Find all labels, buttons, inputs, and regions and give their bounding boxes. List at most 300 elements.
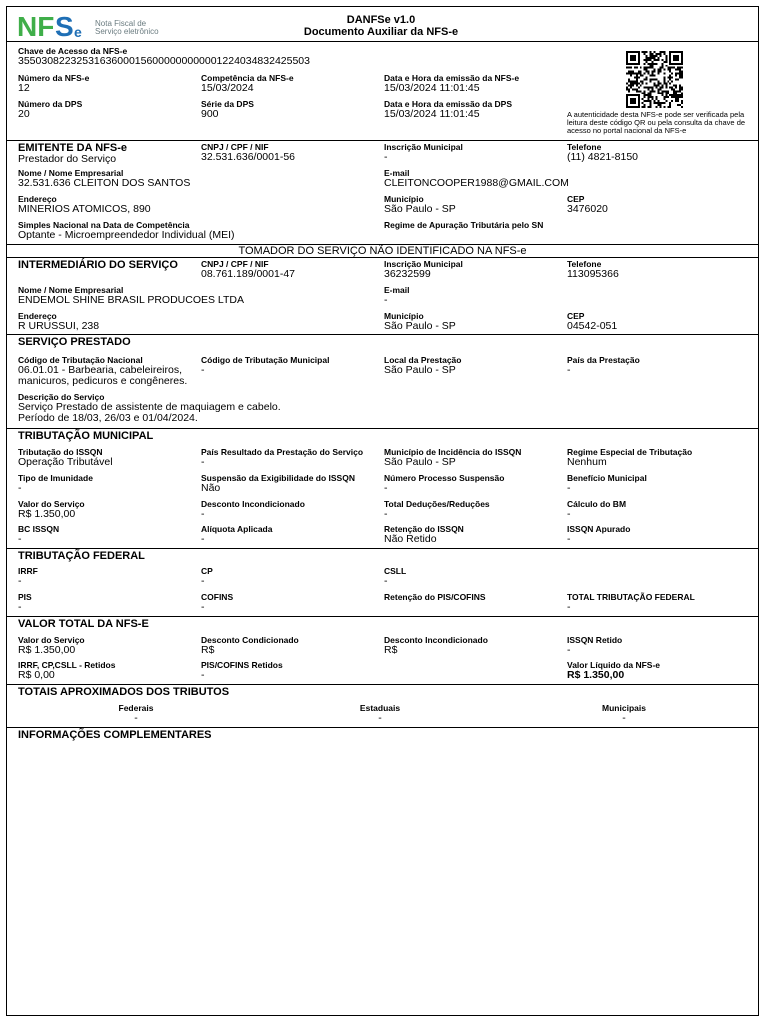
vt-dcond-value: R$ bbox=[201, 644, 215, 656]
qr-module bbox=[665, 61, 667, 63]
qr-module bbox=[675, 90, 677, 92]
qr-module bbox=[681, 106, 683, 108]
qr-module bbox=[681, 77, 683, 79]
intermediario-header bbox=[18, 259, 178, 271]
qr-module bbox=[669, 94, 671, 96]
qr-module bbox=[650, 55, 652, 57]
qr-module bbox=[650, 104, 652, 106]
qr-module bbox=[669, 104, 671, 106]
qr-module bbox=[650, 59, 652, 61]
qr-module bbox=[650, 96, 652, 98]
qr-module bbox=[650, 57, 652, 59]
qr-module bbox=[667, 96, 669, 98]
qr-module bbox=[667, 90, 669, 92]
qr-module bbox=[650, 90, 652, 92]
totais-fed-label: Federais bbox=[118, 703, 154, 713]
emitente-cep-value: 3476020 bbox=[567, 203, 608, 215]
vt-pis-value: - bbox=[201, 669, 205, 681]
qr-module bbox=[634, 77, 636, 79]
totais-federais bbox=[36, 703, 236, 724]
qr-module bbox=[671, 80, 673, 82]
tm-pais-value: - bbox=[201, 456, 205, 468]
qr-module bbox=[679, 96, 681, 98]
servico-local-label: Local da Prestação bbox=[384, 355, 462, 365]
emitente-im bbox=[384, 142, 463, 163]
serie-dps-value: 900 bbox=[201, 108, 219, 120]
emitente-regime bbox=[384, 220, 543, 230]
svg-text:NF: NF bbox=[17, 11, 55, 41]
qr-module bbox=[630, 71, 632, 73]
qr-module bbox=[632, 106, 634, 108]
qr-module bbox=[665, 84, 667, 86]
qr-module bbox=[679, 69, 681, 71]
qr-module bbox=[632, 63, 634, 65]
totais-estaduais bbox=[280, 703, 480, 724]
qr-module bbox=[679, 88, 681, 90]
qr-module bbox=[650, 53, 652, 55]
qr-module bbox=[673, 55, 675, 57]
qr-module bbox=[675, 75, 677, 77]
qr-module bbox=[667, 67, 669, 69]
qr-module bbox=[663, 82, 665, 84]
qr-module bbox=[626, 98, 628, 100]
qr-module bbox=[654, 57, 656, 59]
qr-module bbox=[628, 90, 630, 92]
qr-module bbox=[646, 57, 648, 59]
qr-module bbox=[671, 73, 673, 75]
emissao-nfse-label: Data e Hora da emissão da NFS-e bbox=[384, 73, 520, 83]
tf-pis-label: PIS bbox=[18, 592, 32, 602]
qr-module bbox=[630, 59, 632, 61]
tm-aliq-value: - bbox=[201, 533, 205, 545]
qr-module bbox=[681, 55, 683, 57]
qr-module bbox=[630, 75, 632, 77]
emitente-tel-label: Telefone bbox=[567, 142, 602, 152]
intermediario-nome-value: ENDEMOL SHINE BRASIL PRODUCOES LTDA bbox=[18, 294, 244, 306]
tm-municipio bbox=[384, 447, 521, 468]
intermediario-im bbox=[384, 259, 463, 280]
qr-module bbox=[679, 94, 681, 96]
emitente-cnpj-value: 32.531.636/0001-56 bbox=[201, 151, 296, 163]
qr-module bbox=[681, 63, 683, 65]
qr-code bbox=[626, 51, 683, 113]
qr-module bbox=[644, 73, 646, 75]
qr-module bbox=[648, 63, 650, 65]
emissao-dps bbox=[384, 99, 512, 120]
qr-code-graphic bbox=[626, 51, 683, 108]
qr-module bbox=[646, 55, 648, 57]
qr-module bbox=[626, 88, 628, 90]
emitente-email-value: CLEITONCOOPER1988@GMAIL.COM bbox=[384, 177, 569, 189]
tm-processo bbox=[384, 473, 504, 494]
emitente-mun-label: Município bbox=[384, 194, 424, 204]
qr-module bbox=[675, 86, 677, 88]
tm-calculo-bm bbox=[567, 499, 626, 520]
qr-module bbox=[652, 88, 654, 90]
tf-csll bbox=[384, 566, 406, 587]
tm-trib-value: Operação Tributável bbox=[18, 456, 113, 468]
intermediario-nome-label: Nome / Nome Empresarial bbox=[18, 285, 124, 295]
divider bbox=[7, 334, 758, 335]
qr-module bbox=[673, 59, 675, 61]
vt-irrf-label: IRRF, CP,CSLL - Retidos bbox=[18, 660, 116, 670]
qr-module bbox=[636, 67, 638, 69]
qr-module bbox=[679, 90, 681, 92]
qr-module bbox=[626, 63, 628, 65]
emissao-nfse bbox=[384, 73, 519, 94]
qr-module bbox=[638, 102, 640, 104]
qr-module bbox=[677, 100, 679, 102]
qr-module bbox=[646, 77, 648, 79]
qr-module bbox=[657, 84, 659, 86]
tm-tributacao bbox=[18, 447, 113, 468]
qr-module bbox=[663, 61, 665, 63]
qr-module bbox=[648, 57, 650, 59]
qr-module bbox=[657, 57, 659, 59]
qr-module bbox=[638, 63, 640, 65]
qr-module bbox=[679, 51, 681, 53]
qr-module bbox=[669, 53, 671, 55]
emitente-subtitle: Prestador do Serviço bbox=[18, 153, 117, 165]
qr-module bbox=[654, 75, 656, 77]
qr-module bbox=[679, 71, 681, 73]
qr-module bbox=[669, 79, 671, 81]
trib-municipal-header bbox=[18, 430, 153, 442]
servico-ctn bbox=[18, 355, 198, 387]
vt-valor-liquido bbox=[567, 660, 660, 681]
qr-module bbox=[655, 79, 657, 81]
qr-module bbox=[638, 55, 640, 57]
numero-dps bbox=[18, 99, 82, 120]
competencia-value: 15/03/2024 bbox=[201, 82, 254, 94]
nfse-logo bbox=[17, 11, 107, 41]
qr-module bbox=[626, 57, 628, 59]
qr-module bbox=[644, 59, 646, 61]
qr-module bbox=[626, 59, 628, 61]
qr-module bbox=[636, 90, 638, 92]
qr-module bbox=[626, 100, 628, 102]
qr-module bbox=[677, 69, 679, 71]
tm-imun-value: - bbox=[18, 482, 22, 494]
qr-module bbox=[652, 73, 654, 75]
tf-ret-label: Retenção do PIS/COFINS bbox=[384, 592, 486, 602]
qr-module bbox=[663, 69, 665, 71]
qr-module bbox=[661, 102, 663, 104]
qr-module bbox=[638, 104, 640, 106]
qr-module bbox=[648, 106, 650, 108]
tm-ded-value: - bbox=[384, 508, 388, 520]
trib-federal-title: TRIBUTAÇÃO FEDERAL bbox=[18, 550, 145, 562]
qr-module bbox=[650, 63, 652, 65]
tm-apur-value: - bbox=[567, 533, 571, 545]
qr-module bbox=[655, 84, 657, 86]
servico-ctm-value: - bbox=[201, 364, 205, 376]
intermediario-municipio bbox=[384, 311, 456, 332]
qr-module bbox=[648, 71, 650, 73]
qr-module bbox=[630, 106, 632, 108]
qr-module bbox=[634, 106, 636, 108]
tm-aliquota bbox=[201, 524, 272, 545]
qr-module bbox=[644, 67, 646, 69]
logo-subtitle-line-1: Nota Fiscal de bbox=[95, 19, 147, 28]
qr-module bbox=[652, 65, 654, 67]
qr-module bbox=[638, 53, 640, 55]
qr-module bbox=[681, 57, 683, 59]
qr-module bbox=[634, 82, 636, 84]
tf-irrf-value: - bbox=[18, 575, 22, 587]
vt-desc-cond bbox=[201, 635, 299, 656]
qr-module bbox=[675, 69, 677, 71]
tm-regime bbox=[567, 447, 692, 468]
vt-issqn-value: - bbox=[567, 644, 571, 656]
emitente-nome-value: 32.531.636 CLEITON DOS SANTOS bbox=[18, 177, 191, 189]
qr-module bbox=[655, 63, 657, 65]
emitente-nome bbox=[18, 168, 190, 189]
qr-module bbox=[681, 96, 683, 98]
qr-module bbox=[642, 102, 644, 104]
qr-module bbox=[630, 94, 632, 96]
intermediario-telefone bbox=[567, 259, 619, 280]
qr-module bbox=[648, 92, 650, 94]
qr-module bbox=[681, 53, 683, 55]
tm-bc-issqn bbox=[18, 524, 59, 545]
qr-module bbox=[652, 79, 654, 81]
tm-bm-value: - bbox=[567, 508, 571, 520]
qr-module bbox=[675, 94, 677, 96]
qr-module bbox=[640, 67, 642, 69]
qr-module bbox=[634, 80, 636, 82]
tf-total-label: TOTAL TRIBUTAÇÃO FEDERAL bbox=[567, 592, 695, 602]
tm-pais bbox=[201, 447, 363, 468]
qr-module bbox=[644, 69, 646, 71]
qr-module bbox=[652, 96, 654, 98]
trib-municipal-title: TRIBUTAÇÃO MUNICIPAL bbox=[18, 430, 154, 442]
tm-deducoes bbox=[384, 499, 490, 520]
qr-module bbox=[675, 96, 677, 98]
numero-nfse-value: 12 bbox=[18, 82, 30, 94]
qr-module bbox=[648, 59, 650, 61]
qr-module bbox=[652, 71, 654, 73]
qr-module bbox=[673, 63, 675, 65]
qr-module bbox=[657, 59, 659, 61]
intermediario-mun-value: São Paulo - SP bbox=[384, 320, 456, 332]
qr-module bbox=[655, 59, 657, 61]
qr-module bbox=[638, 51, 640, 53]
qr-module bbox=[634, 73, 636, 75]
qr-module bbox=[671, 67, 673, 69]
qr-module bbox=[632, 98, 634, 100]
qr-module bbox=[638, 77, 640, 79]
qr-module bbox=[628, 106, 630, 108]
qr-module bbox=[655, 106, 657, 108]
tf-cp-label: CP bbox=[201, 566, 213, 576]
qr-module bbox=[665, 96, 667, 98]
qr-module bbox=[642, 80, 644, 82]
qr-module bbox=[650, 65, 652, 67]
qr-module bbox=[677, 51, 679, 53]
logo-subtitle bbox=[95, 20, 159, 36]
qr-module bbox=[638, 94, 640, 96]
qr-module bbox=[669, 106, 671, 108]
qr-module bbox=[677, 57, 679, 59]
document-title bbox=[207, 14, 555, 38]
emitente-tel-value: (11) 4821-8150 bbox=[567, 151, 639, 163]
qr-module bbox=[654, 51, 656, 53]
qr-module bbox=[679, 104, 681, 106]
qr-module bbox=[654, 69, 656, 71]
intermediario-cep-value: 04542-051 bbox=[567, 320, 618, 332]
qr-module bbox=[665, 86, 667, 88]
divider bbox=[7, 548, 758, 549]
qr-module bbox=[646, 94, 648, 96]
qr-module bbox=[659, 92, 661, 94]
qr-module bbox=[669, 82, 671, 84]
qr-module bbox=[636, 73, 638, 75]
vt-dincond-value: R$ bbox=[384, 644, 398, 656]
intermediario-email-label: E-mail bbox=[384, 285, 410, 295]
tm-apur-label: ISSQN Apurado bbox=[567, 524, 631, 534]
qr-module bbox=[646, 61, 648, 63]
qr-module bbox=[655, 55, 657, 57]
qr-module bbox=[632, 80, 634, 82]
qr-module bbox=[626, 94, 628, 96]
qr-module bbox=[681, 59, 683, 61]
tm-apurado bbox=[567, 524, 630, 545]
serie-dps bbox=[201, 99, 254, 120]
qr-module bbox=[628, 94, 630, 96]
qr-module bbox=[644, 90, 646, 92]
qr-module bbox=[663, 90, 665, 92]
qr-module bbox=[634, 102, 636, 104]
qr-module bbox=[646, 51, 648, 53]
qr-module bbox=[646, 69, 648, 71]
qr-module bbox=[644, 86, 646, 88]
emissao-nfse-value: 15/03/2024 11:01:45 bbox=[384, 82, 480, 94]
vt-valor bbox=[18, 635, 85, 656]
qr-module bbox=[648, 86, 650, 88]
qr-module bbox=[657, 102, 659, 104]
qr-module bbox=[632, 59, 634, 61]
vt-dcond-label: Desconto Condicionado bbox=[201, 635, 299, 645]
qr-module bbox=[677, 55, 679, 57]
qr-module bbox=[657, 88, 659, 90]
qr-module bbox=[679, 63, 681, 65]
qr-module bbox=[667, 80, 669, 82]
tm-beneficio bbox=[567, 473, 647, 494]
qr-module bbox=[665, 90, 667, 92]
qr-module bbox=[650, 102, 652, 104]
qr-module bbox=[630, 57, 632, 59]
qr-module bbox=[626, 82, 628, 84]
qr-module bbox=[626, 61, 628, 63]
qr-module bbox=[661, 67, 663, 69]
qr-module bbox=[638, 86, 640, 88]
vt-issqn-label: ISSQN Retido bbox=[567, 635, 623, 645]
intermediario-email-value: - bbox=[384, 294, 388, 306]
qr-module bbox=[657, 92, 659, 94]
qr-module bbox=[634, 67, 636, 69]
qr-module bbox=[663, 51, 665, 53]
qr-module bbox=[675, 84, 677, 86]
qr-module bbox=[659, 104, 661, 106]
qr-module bbox=[628, 80, 630, 82]
qr-module bbox=[648, 73, 650, 75]
qr-module bbox=[669, 59, 671, 61]
qr-module bbox=[675, 92, 677, 94]
tomador-banner: TOMADOR DO SERVIÇO NÃO IDENTIFICADO NA NFS-e bbox=[238, 245, 527, 257]
qr-module bbox=[669, 75, 671, 77]
chave-acesso bbox=[18, 46, 310, 67]
qr-module bbox=[638, 98, 640, 100]
qr-module bbox=[644, 100, 646, 102]
qr-module bbox=[650, 79, 652, 81]
qr-module bbox=[636, 75, 638, 77]
qr-module bbox=[628, 71, 630, 73]
qr-module bbox=[650, 92, 652, 94]
qr-module bbox=[636, 51, 638, 53]
intermediario-email bbox=[384, 285, 410, 306]
vt-issqn-retido bbox=[567, 635, 622, 656]
qr-module bbox=[648, 100, 650, 102]
qr-module bbox=[673, 84, 675, 86]
servico-local-value: São Paulo - SP bbox=[384, 364, 456, 376]
qr-module bbox=[679, 77, 681, 79]
divider bbox=[7, 140, 758, 141]
servico-ctm bbox=[201, 355, 329, 376]
qr-module bbox=[636, 80, 638, 82]
qr-module bbox=[648, 96, 650, 98]
emissao-dps-value: 15/03/2024 11:01:45 bbox=[384, 108, 480, 120]
qr-module bbox=[659, 102, 661, 104]
vt-dincond-label: Desconto Incondicionado bbox=[384, 635, 488, 645]
vt-valor-value: R$ 1.350,00 bbox=[18, 644, 76, 656]
tm-valor bbox=[18, 499, 85, 520]
qr-module bbox=[630, 80, 632, 82]
qr-module bbox=[628, 73, 630, 75]
tm-trib-label: Tributação do ISSQN bbox=[18, 447, 103, 457]
qr-module bbox=[650, 94, 652, 96]
qr-module bbox=[634, 88, 636, 90]
emitente-im-value: - bbox=[384, 151, 388, 163]
tm-desc-value: - bbox=[201, 508, 205, 520]
qr-module bbox=[663, 77, 665, 79]
tf-total-value: - bbox=[567, 601, 571, 613]
tm-aliq-label: Alíquota Aplicada bbox=[201, 524, 273, 534]
qr-module bbox=[648, 67, 650, 69]
qr-module bbox=[673, 57, 675, 59]
qr-module bbox=[657, 53, 659, 55]
qr-module bbox=[661, 59, 663, 61]
qr-module bbox=[640, 84, 642, 86]
servico-desc-line-1: Serviço Prestado de assistente de maquiagem e cabelo. bbox=[18, 401, 281, 413]
qr-module bbox=[673, 51, 675, 53]
qr-module bbox=[665, 57, 667, 59]
qr-module bbox=[652, 61, 654, 63]
servico-ctn-value: 06.01.01 - Barbearia, cabeleireiros, manicuros, pedicuros e congêneres. bbox=[18, 364, 188, 387]
vt-irrf-retidos bbox=[18, 660, 115, 681]
qr-module bbox=[663, 53, 665, 55]
vt-pis-label: PIS/COFINS Retidos bbox=[201, 660, 283, 670]
qr-module bbox=[675, 63, 677, 65]
emitente-telefone bbox=[567, 142, 638, 163]
intermediario-cnpj-label: CNPJ / CPF / NIF bbox=[201, 259, 269, 269]
qr-module bbox=[663, 102, 665, 104]
chave-label: Chave de Acesso da NFS-e bbox=[18, 46, 128, 56]
qr-module bbox=[663, 98, 665, 100]
qr-module bbox=[677, 94, 679, 96]
qr-module bbox=[632, 51, 634, 53]
qr-module bbox=[650, 75, 652, 77]
